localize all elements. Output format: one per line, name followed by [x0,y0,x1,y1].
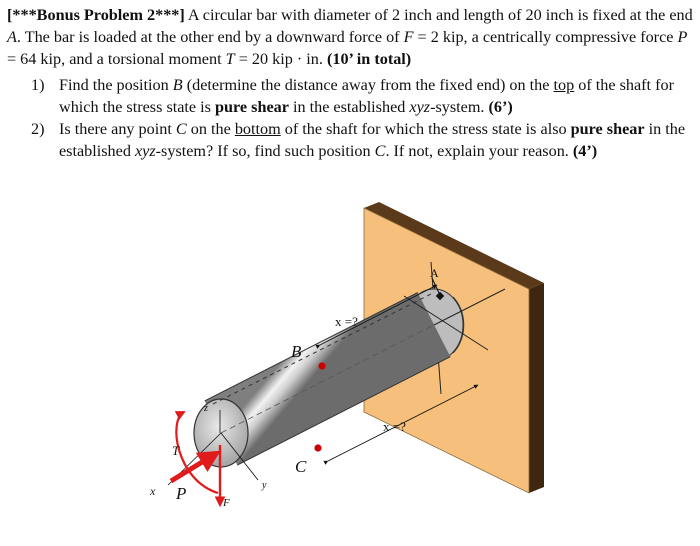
label-x-bottom: x =? [383,419,406,434]
question-1: 1) Find the position B (determine the distance away from the fixed end) on the top of the shaft for which the stress state is pure shear in the established xyz-system. (6’) [31,76,674,116]
point-c [295,444,322,476]
label-p: P [176,484,187,503]
label-x-top: x =? [335,314,358,329]
label-x-axis: x [150,484,156,498]
label-c: C [295,457,307,476]
label-a: A [430,266,439,280]
label-t: T [172,443,180,458]
total-points: (10’ in total) [326,50,412,68]
label-f: F [223,497,230,509]
question-1-points: (6’) [488,98,513,116]
label-z: z [204,403,208,414]
label-b: B [291,342,302,361]
label-y: y [262,480,267,491]
problem-header: [***Bonus Problem 2***] [7,6,185,24]
question-2-points: (4’) [572,142,598,160]
problem-intro: [***Bonus Problem 2***] A circular bar with diameter of 2 inch and length of 20 inch is fixed at the end A. The bar is loaded at the other end by a downward force of F = 2 kip, a centrically compressive force P = 64 kip, and a torsional moment T = 20 kip · in. (10’ in total) [7,6,693,68]
question-2: 2) Is there any point C on the bottom of the shaft for which the stress state is also pure shear in the established xyz-system? If so, find such position C. If not, explain your reason. (4’) [31,120,686,160]
wall-side-edge [529,283,544,493]
